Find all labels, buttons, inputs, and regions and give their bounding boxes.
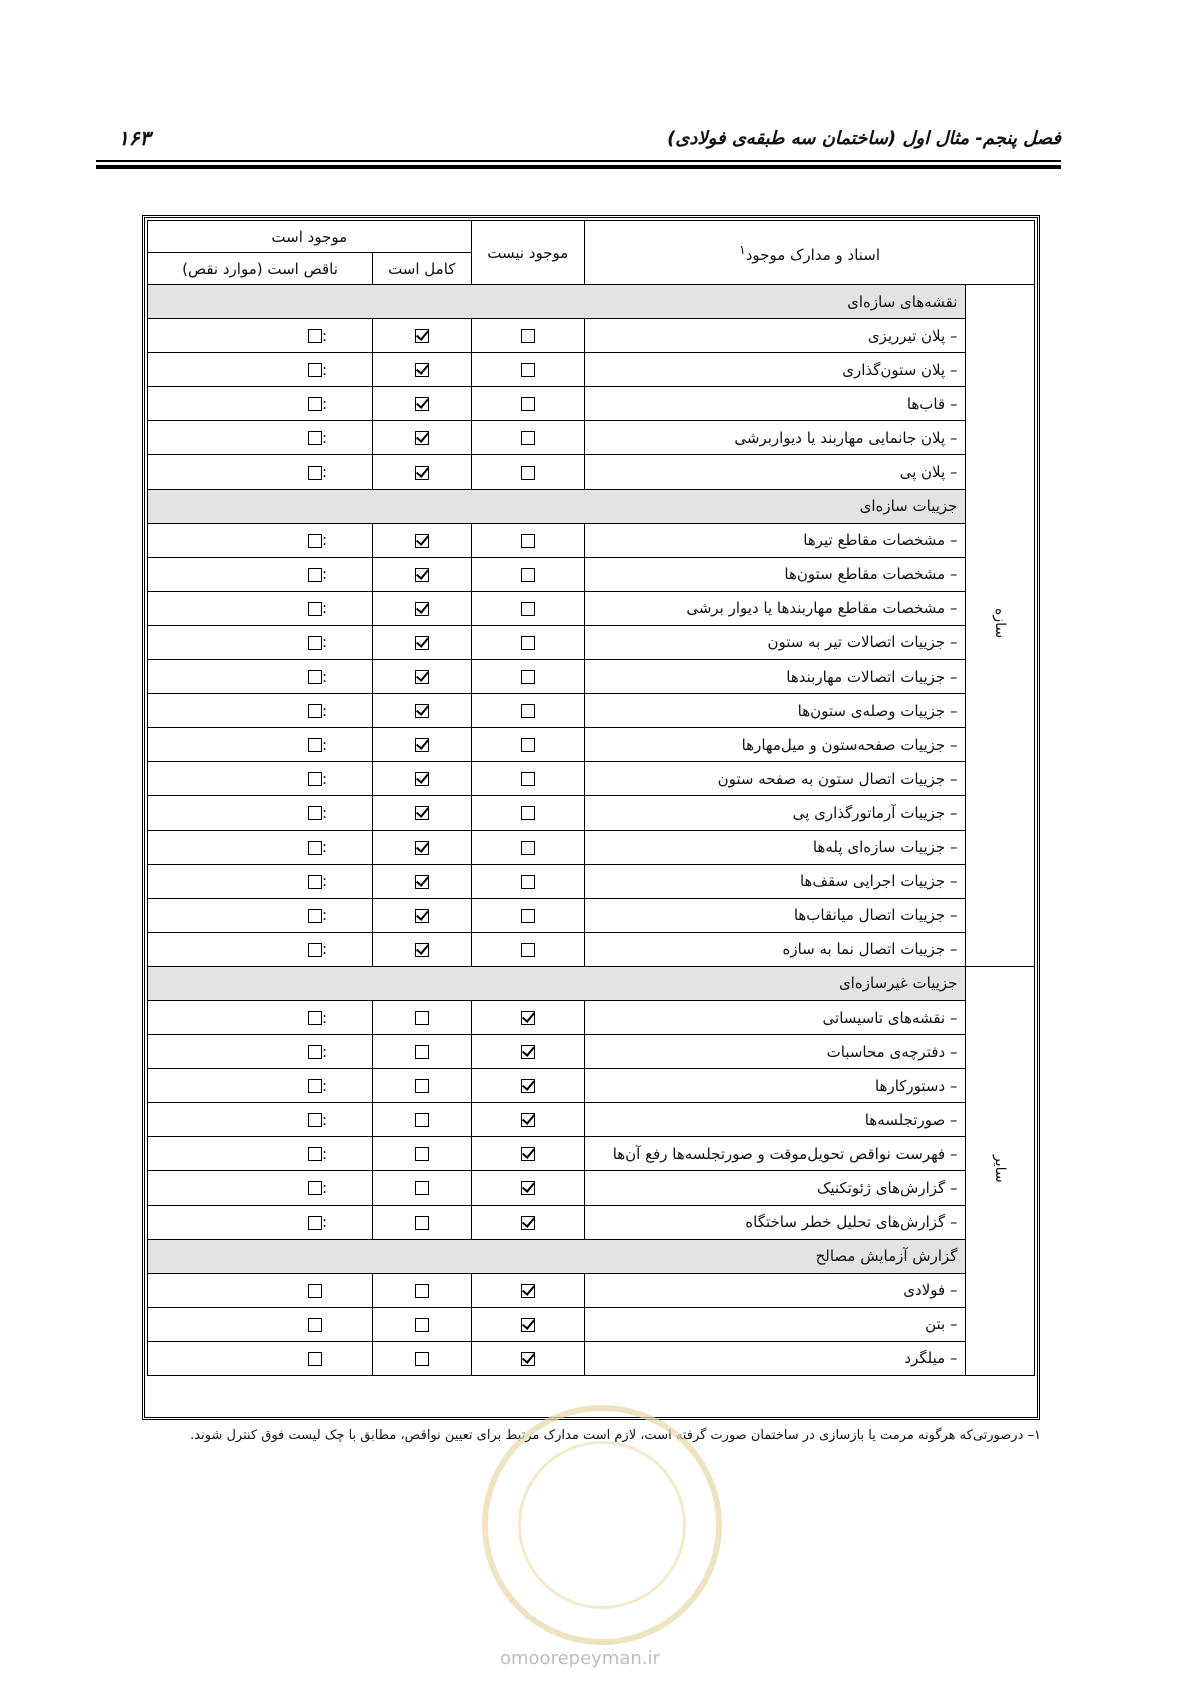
checklist-row: [148, 1103, 1035, 1137]
checklist-row: [148, 864, 1035, 898]
header-incomplete: ناقص است (موارد نقص): [148, 253, 373, 285]
incomplete-cell: [148, 387, 373, 421]
absent-cell: [471, 1069, 585, 1103]
checklist-row: [148, 660, 1035, 694]
incomplete-cell: [148, 932, 373, 966]
notes-colon: :: [322, 428, 328, 447]
incomplete-checkbox[interactable]: [308, 1181, 322, 1195]
notes-colon: :: [322, 326, 328, 345]
document-item: – مشخصات مقاطع مهاربندها یا دیوار برشی: [585, 591, 966, 625]
absent-checkbox[interactable]: [521, 738, 535, 752]
incomplete-cell: [148, 728, 373, 762]
incomplete-cell: [148, 1000, 373, 1034]
checklist-row: [148, 455, 1035, 489]
incomplete-cell: [148, 1069, 373, 1103]
notes-colon: :: [322, 599, 328, 618]
chapter-title: فصل پنجم- مثال اول (ساختمان سه طبقه‌ی فولادی): [667, 128, 1061, 149]
absent-cell: [471, 830, 585, 864]
document-item: – جزییات آرماتورگذاری پی: [585, 796, 966, 830]
document-item: – میلگرد: [585, 1341, 966, 1375]
document-item: – جزییات اتصال نما به سازه: [585, 932, 966, 966]
complete-cell: [372, 694, 471, 728]
watermark-url: omoorepeyman.ir: [500, 1648, 660, 1669]
absent-cell: [471, 728, 585, 762]
incomplete-cell: [148, 1273, 373, 1307]
absent-checkbox[interactable]: [521, 636, 535, 650]
complete-checkbox[interactable]: [415, 363, 429, 377]
absent-cell: [471, 1103, 585, 1137]
document-item: – جزییات وصله‌ی ستون‌ها: [585, 694, 966, 728]
incomplete-checkbox[interactable]: [308, 1079, 322, 1093]
notes-colon: :: [322, 940, 328, 959]
group-label-structure: سازه: [966, 285, 1035, 967]
incomplete-cell: [148, 1171, 373, 1205]
incomplete-cell: [148, 1341, 373, 1375]
checklist-row: [148, 1171, 1035, 1205]
checklist-row: [148, 523, 1035, 557]
checklist-row: [148, 1069, 1035, 1103]
absent-cell: [471, 353, 585, 387]
absent-cell: [471, 762, 585, 796]
incomplete-checkbox[interactable]: [308, 670, 322, 684]
notes-colon: :: [322, 1008, 328, 1027]
incomplete-checkbox[interactable]: [308, 943, 322, 957]
notes-colon: :: [322, 394, 328, 413]
incomplete-checkbox[interactable]: [308, 875, 322, 889]
complete-checkbox[interactable]: [415, 568, 429, 582]
absent-cell: [471, 1171, 585, 1205]
absent-checkbox[interactable]: [521, 1352, 535, 1366]
checklist-row: [148, 694, 1035, 728]
section-heading: گزارش آزمایش مصالح: [148, 1239, 966, 1273]
absent-cell: [471, 1035, 585, 1069]
complete-cell: [372, 421, 471, 455]
checklist-row: [148, 319, 1035, 353]
complete-checkbox[interactable]: [415, 704, 429, 718]
absent-checkbox[interactable]: [521, 1216, 535, 1230]
notes-colon: :: [322, 701, 328, 720]
incomplete-checkbox[interactable]: [308, 1284, 322, 1298]
incomplete-checkbox[interactable]: [308, 841, 322, 855]
complete-checkbox[interactable]: [415, 670, 429, 684]
absent-checkbox[interactable]: [521, 568, 535, 582]
absent-checkbox[interactable]: [521, 1079, 535, 1093]
document-item: – پلان جانمایی مهاربند یا دیواربرشی: [585, 421, 966, 455]
complete-cell: [372, 1341, 471, 1375]
header-rule-thick: [96, 165, 1061, 169]
absent-checkbox[interactable]: [521, 534, 535, 548]
complete-checkbox[interactable]: [415, 1045, 429, 1059]
checklist-row: [148, 1341, 1035, 1375]
absent-checkbox[interactable]: [521, 431, 535, 445]
absent-cell: [471, 591, 585, 625]
incomplete-cell: [148, 762, 373, 796]
checklist-row: [148, 557, 1035, 591]
document-item: – فولادی: [585, 1273, 966, 1307]
incomplete-checkbox[interactable]: [308, 1216, 322, 1230]
incomplete-checkbox[interactable]: [308, 363, 322, 377]
document-item: – قاب‌ها: [585, 387, 966, 421]
complete-checkbox[interactable]: [415, 943, 429, 957]
incomplete-cell: [148, 353, 373, 387]
absent-checkbox[interactable]: [521, 329, 535, 343]
notes-colon: :: [322, 1178, 328, 1197]
incomplete-checkbox[interactable]: [308, 1011, 322, 1025]
header-present: موجود است: [148, 221, 472, 253]
notes-colon: :: [322, 1110, 328, 1129]
incomplete-checkbox[interactable]: [308, 806, 322, 820]
incomplete-cell: [148, 319, 373, 353]
absent-checkbox[interactable]: [521, 466, 535, 480]
absent-cell: [471, 864, 585, 898]
document-item: – جزییات صفحه‌ستون و میل‌مهارها: [585, 728, 966, 762]
absent-cell: [471, 557, 585, 591]
absent-cell: [471, 523, 585, 557]
complete-cell: [372, 864, 471, 898]
absent-checkbox[interactable]: [521, 1045, 535, 1059]
absent-cell: [471, 421, 585, 455]
incomplete-cell: [148, 694, 373, 728]
incomplete-cell: [148, 421, 373, 455]
incomplete-checkbox[interactable]: [308, 534, 322, 548]
absent-checkbox[interactable]: [521, 1011, 535, 1025]
complete-cell: [372, 557, 471, 591]
complete-checkbox[interactable]: [415, 397, 429, 411]
complete-cell: [372, 830, 471, 864]
absent-cell: [471, 1341, 585, 1375]
notes-colon: :: [322, 1042, 328, 1061]
notes-colon: :: [322, 360, 328, 379]
incomplete-cell: [148, 660, 373, 694]
complete-checkbox[interactable]: [415, 466, 429, 480]
complete-cell: [372, 1035, 471, 1069]
header-documents: اسناد و مدارک موجود$^۱$: [585, 221, 1035, 285]
incomplete-checkbox[interactable]: [308, 1352, 322, 1366]
notes-colon: :: [322, 667, 328, 686]
complete-cell: [372, 455, 471, 489]
checklist-row: [148, 625, 1035, 659]
complete-checkbox[interactable]: [415, 806, 429, 820]
absent-cell: [471, 796, 585, 830]
absent-checkbox[interactable]: [521, 841, 535, 855]
section-heading: جزییات سازه‌ای: [148, 489, 966, 523]
notes-colon: :: [322, 1213, 328, 1232]
notes-colon: :: [322, 565, 328, 584]
complete-cell: [372, 591, 471, 625]
complete-checkbox[interactable]: [415, 1318, 429, 1332]
section-heading: جزییات غیرسازه‌ای: [148, 966, 966, 1000]
document-item: – فهرست نواقص تحویل‌موقت و صورتجلسه‌ها رفع آن‌ها: [585, 1137, 966, 1171]
document-item: – پلان تیرریزی: [585, 319, 966, 353]
complete-checkbox[interactable]: [415, 1352, 429, 1366]
checklist-row: [148, 1000, 1035, 1034]
document-item: – جزییات اتصال ستون به صفحه ستون: [585, 762, 966, 796]
absent-checkbox[interactable]: [521, 1318, 535, 1332]
document-item: – مشخصات مقاطع تیرها: [585, 523, 966, 557]
incomplete-checkbox[interactable]: [308, 329, 322, 343]
complete-cell: [372, 1069, 471, 1103]
notes-colon: :: [322, 1076, 328, 1095]
absent-cell: [471, 387, 585, 421]
document-item: – گزارش‌های تحلیل خطر ساختگاه: [585, 1205, 966, 1239]
checklist-row: [148, 932, 1035, 966]
document-item: – جزییات اتصال میانقاب‌ها: [585, 898, 966, 932]
page-number: ۱۶۳: [118, 126, 151, 150]
incomplete-checkbox[interactable]: [308, 772, 322, 786]
complete-cell: [372, 387, 471, 421]
incomplete-cell: [148, 864, 373, 898]
complete-checkbox[interactable]: [415, 1147, 429, 1161]
checklist-row: [148, 728, 1035, 762]
incomplete-cell: [148, 796, 373, 830]
incomplete-checkbox[interactable]: [308, 1147, 322, 1161]
header-rule: [96, 160, 1061, 162]
complete-checkbox[interactable]: [415, 875, 429, 889]
notes-colon: :: [322, 531, 328, 550]
complete-checkbox[interactable]: [415, 1079, 429, 1093]
checklist-row: [148, 421, 1035, 455]
watermark-seal: [482, 1405, 722, 1645]
incomplete-checkbox[interactable]: [308, 602, 322, 616]
incomplete-cell: [148, 625, 373, 659]
complete-checkbox[interactable]: [415, 431, 429, 445]
absent-cell: [471, 455, 585, 489]
complete-checkbox[interactable]: [415, 841, 429, 855]
checklist-row: [148, 1307, 1035, 1341]
complete-checkbox[interactable]: [415, 909, 429, 923]
complete-checkbox[interactable]: [415, 1011, 429, 1025]
footnote: ۱– درصورتی‌که هرگونه مرمت یا بازسازی در ساختمان صورت گرفته است، لازم است مدارک مرتبط برای تعیین نواقص، مطابق با چک لیست فوق کنترل شوند.: [190, 1428, 1041, 1443]
incomplete-checkbox[interactable]: [308, 431, 322, 445]
notes-colon: :: [322, 769, 328, 788]
incomplete-checkbox[interactable]: [308, 466, 322, 480]
absent-cell: [471, 694, 585, 728]
header-complete: کامل است: [372, 253, 471, 285]
incomplete-checkbox[interactable]: [308, 1113, 322, 1127]
document-item: – گزارش‌های ژئوتکنیک: [585, 1171, 966, 1205]
document-item: – جزییات اتصالات تیر به ستون: [585, 625, 966, 659]
checklist-row: [148, 1205, 1035, 1239]
complete-cell: [372, 1000, 471, 1034]
absent-checkbox[interactable]: [521, 363, 535, 377]
document-item: – صورتجلسه‌ها: [585, 1103, 966, 1137]
absent-checkbox[interactable]: [521, 806, 535, 820]
notes-colon: :: [322, 735, 328, 754]
absent-cell: [471, 319, 585, 353]
absent-checkbox[interactable]: [521, 1147, 535, 1161]
complete-checkbox[interactable]: [415, 772, 429, 786]
absent-cell: [471, 660, 585, 694]
complete-checkbox[interactable]: [415, 329, 429, 343]
incomplete-cell: [148, 830, 373, 864]
complete-cell: [372, 1137, 471, 1171]
complete-checkbox[interactable]: [415, 1181, 429, 1195]
checklist-row: [148, 830, 1035, 864]
notes-colon: :: [322, 906, 328, 925]
checklist-table: [147, 220, 1035, 1376]
document-item: – جزییات اتصالات مهاربندها: [585, 660, 966, 694]
incomplete-checkbox[interactable]: [308, 704, 322, 718]
checklist-row: [148, 796, 1035, 830]
absent-checkbox[interactable]: [521, 1181, 535, 1195]
absent-cell: [471, 1000, 585, 1034]
group-label-other: سایر: [966, 966, 1035, 1375]
absent-checkbox[interactable]: [521, 875, 535, 889]
document-item: – دستورکارها: [585, 1069, 966, 1103]
absent-cell: [471, 932, 585, 966]
incomplete-cell: [148, 557, 373, 591]
checklist-row: [148, 1137, 1035, 1171]
incomplete-cell: [148, 1205, 373, 1239]
incomplete-cell: [148, 1035, 373, 1069]
complete-cell: [372, 625, 471, 659]
absent-checkbox[interactable]: [521, 772, 535, 786]
incomplete-cell: [148, 591, 373, 625]
complete-cell: [372, 796, 471, 830]
notes-colon: :: [322, 463, 328, 482]
incomplete-checkbox[interactable]: [308, 397, 322, 411]
checklist-row: [148, 353, 1035, 387]
complete-cell: [372, 1103, 471, 1137]
complete-cell: [372, 660, 471, 694]
complete-cell: [372, 762, 471, 796]
absent-cell: [471, 1273, 585, 1307]
incomplete-cell: [148, 898, 373, 932]
complete-checkbox[interactable]: [415, 738, 429, 752]
incomplete-checkbox[interactable]: [308, 738, 322, 752]
absent-checkbox[interactable]: [521, 397, 535, 411]
checklist-row: [148, 591, 1035, 625]
section-heading: نقشه‌های سازه‌ای: [148, 285, 966, 319]
notes-colon: :: [322, 633, 328, 652]
notes-colon: :: [322, 838, 328, 857]
complete-checkbox[interactable]: [415, 534, 429, 548]
absent-cell: [471, 898, 585, 932]
complete-cell: [372, 1307, 471, 1341]
complete-checkbox[interactable]: [415, 636, 429, 650]
complete-cell: [372, 523, 471, 557]
complete-cell: [372, 898, 471, 932]
incomplete-checkbox[interactable]: [308, 1045, 322, 1059]
absent-checkbox[interactable]: [521, 670, 535, 684]
document-item: – جزییات اجرایی سقف‌ها: [585, 864, 966, 898]
incomplete-checkbox[interactable]: [308, 1318, 322, 1332]
checklist-frame: [142, 215, 1040, 1420]
complete-cell: [372, 728, 471, 762]
incomplete-checkbox[interactable]: [308, 636, 322, 650]
checklist-row: [148, 898, 1035, 932]
complete-cell: [372, 1205, 471, 1239]
checklist-row: [148, 387, 1035, 421]
notes-colon: :: [322, 1144, 328, 1163]
complete-checkbox[interactable]: [415, 1113, 429, 1127]
document-item: – پلان ستون‌گذاری: [585, 353, 966, 387]
complete-cell: [372, 1273, 471, 1307]
incomplete-cell: [148, 1103, 373, 1137]
absent-checkbox[interactable]: [521, 602, 535, 616]
incomplete-cell: [148, 1307, 373, 1341]
absent-checkbox[interactable]: [521, 909, 535, 923]
complete-checkbox[interactable]: [415, 602, 429, 616]
incomplete-cell: [148, 455, 373, 489]
checklist-row: [148, 1273, 1035, 1307]
complete-checkbox[interactable]: [415, 1216, 429, 1230]
absent-cell: [471, 1205, 585, 1239]
document-item: – پلان پی: [585, 455, 966, 489]
incomplete-checkbox[interactable]: [308, 909, 322, 923]
absent-cell: [471, 625, 585, 659]
absent-checkbox[interactable]: [521, 1284, 535, 1298]
document-item: – نقشه‌های تاسیساتی: [585, 1000, 966, 1034]
incomplete-cell: [148, 1137, 373, 1171]
absent-checkbox[interactable]: [521, 943, 535, 957]
absent-cell: [471, 1137, 585, 1171]
complete-cell: [372, 319, 471, 353]
incomplete-checkbox[interactable]: [308, 568, 322, 582]
header-absent: موجود نیست: [471, 221, 585, 285]
notes-colon: :: [322, 803, 328, 822]
complete-cell: [372, 932, 471, 966]
document-item: – جزییات سازه‌ای پله‌ها: [585, 830, 966, 864]
absent-checkbox[interactable]: [521, 704, 535, 718]
checklist-row: [148, 762, 1035, 796]
document-item: – دفترچه‌ی محاسبات: [585, 1035, 966, 1069]
checklist-row: [148, 1035, 1035, 1069]
absent-cell: [471, 1307, 585, 1341]
absent-checkbox[interactable]: [521, 1113, 535, 1127]
document-item: – مشخصات مقاطع ستون‌ها: [585, 557, 966, 591]
document-item: – بتن: [585, 1307, 966, 1341]
complete-cell: [372, 1171, 471, 1205]
complete-cell: [372, 353, 471, 387]
complete-checkbox[interactable]: [415, 1284, 429, 1298]
notes-colon: :: [322, 872, 328, 891]
incomplete-cell: [148, 523, 373, 557]
